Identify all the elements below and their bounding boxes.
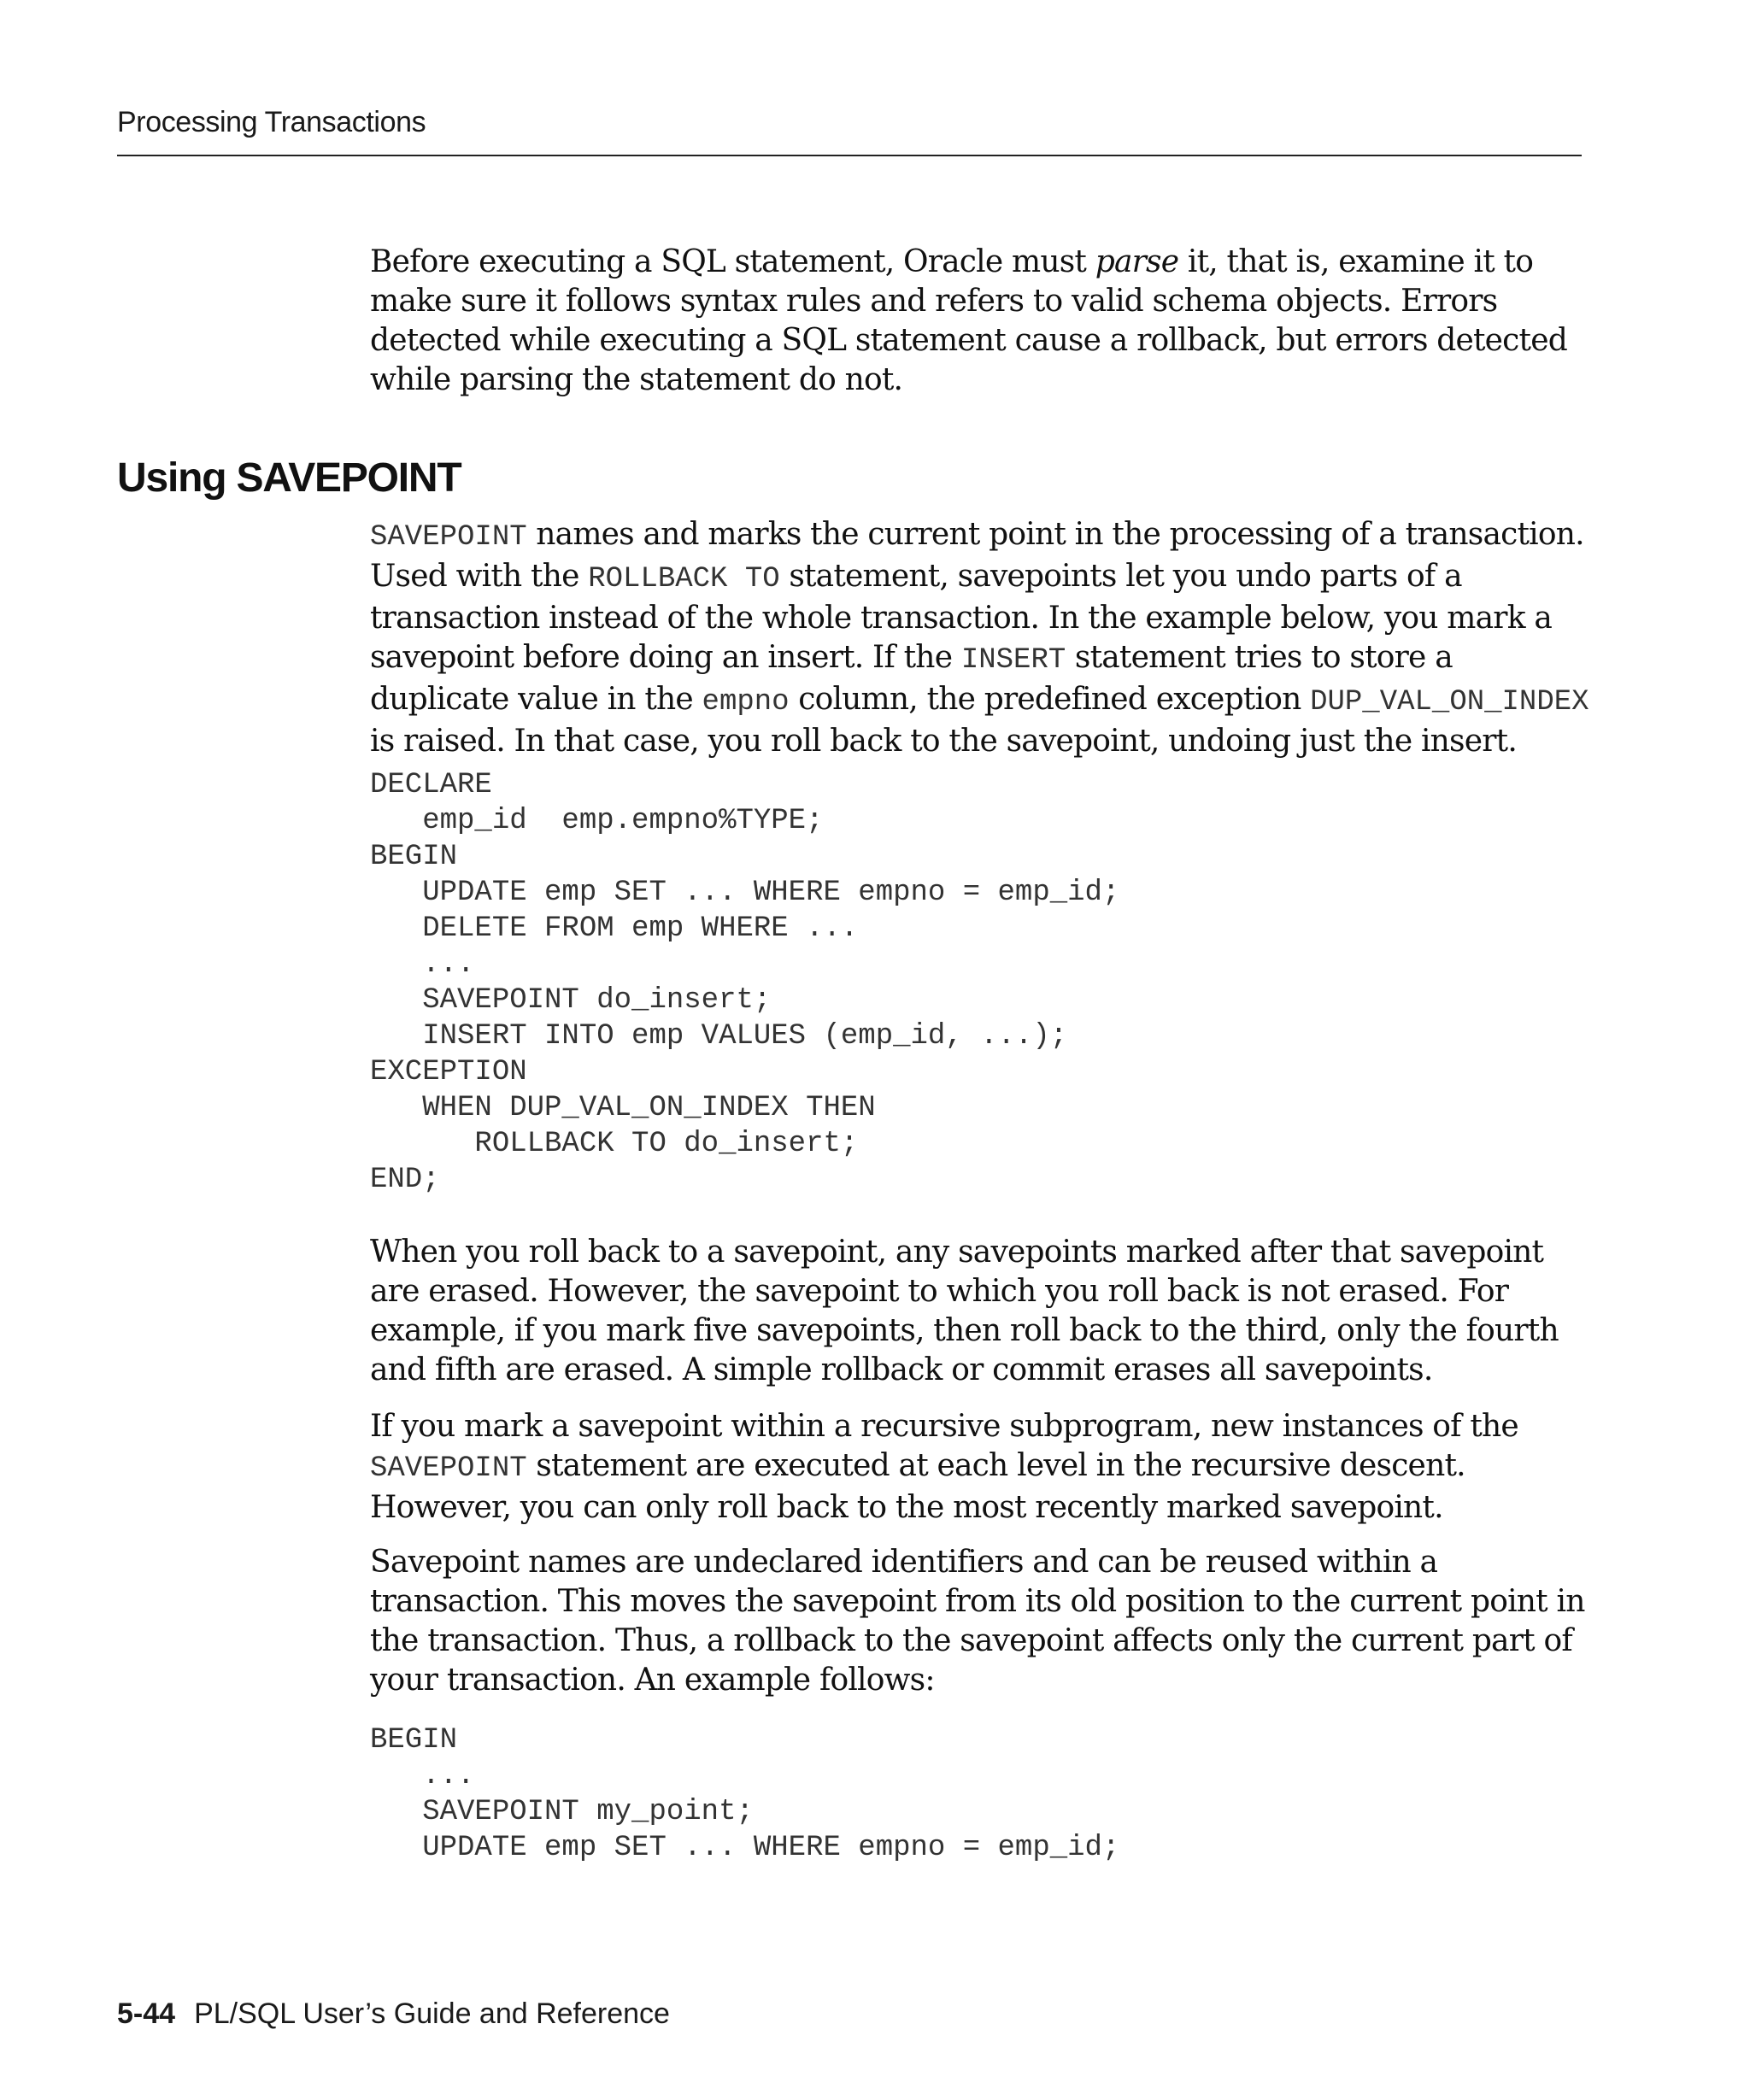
paragraph-text: statement tries to store a duplicate value in the (370, 640, 1453, 717)
paragraph-text: When you roll back to a savepoint, any savepoints marked after that savepoint are erased. However, the savepoint to which you roll back is not erased. For example, if you mark five savepoints, then roll back to the third, only the fourth and fifth are erased. A simple rollback or commit erases all savepoints. (370, 1235, 1559, 1387)
running-header: Processing Transactions (117, 106, 426, 138)
header-divider (117, 155, 1582, 156)
page-number: 5-44 (117, 1997, 176, 2030)
savepoint-paragraph-3 (370, 1407, 1592, 1528)
page-footer (117, 1997, 670, 2031)
paragraph-text: is raised. In that case, you roll back to the savepoint, undoing just the insert. (370, 724, 1517, 759)
paragraph-text: Savepoint names are undeclared identifiers and can be reused within a transaction. This moves the savepoint from its old position to the current point in the transaction. Thus, a rollback to the savepoint affects only the current part of your transaction. An example follows: (370, 1545, 1585, 1698)
intro-text-2: it, that is, examine it to make sure it follows syntax rules and refers to valid schema objects. Errors detected while executing a SQL statement cause a rollback, but errors detected while parsing the statement do not. (370, 244, 1567, 397)
paragraph-text: If you mark a savepoint within a recursive subprogram, new instances of the (370, 1409, 1518, 1444)
paragraph-text: names and marks the current point in the processing of a transaction. Used with the (370, 517, 1584, 594)
code-term: INSERT (960, 644, 1066, 677)
book-title: PL/SQL User’s Guide and Reference (194, 1997, 670, 2030)
savepoint-paragraph-2 (370, 1233, 1592, 1390)
intro-text-1: Before executing a SQL statement, Oracle must (370, 244, 1095, 279)
code-example-2: BEGIN ... SAVEPOINT my_point; UPDATE emp SET ... WHERE empno = emp_id; (370, 1724, 1120, 1864)
savepoint-paragraph-1 (370, 515, 1592, 761)
paragraph-text: statement are executed at each level in the recursive descent. However, you can only roll back to the most recently marked savepoint. (370, 1448, 1465, 1525)
intro-emphasis: parse (1095, 244, 1179, 279)
paragraph-text: statement, savepoints let you undo parts of a transaction instead of the whole transaction. In the example below, you mark a savepoint before doing an insert. If the (370, 559, 1553, 675)
code-term: ROLLBACK TO (588, 563, 780, 595)
code-term: SAVEPOINT (370, 1452, 527, 1485)
code-term: SAVEPOINT (370, 521, 527, 554)
intro-paragraph (370, 243, 1592, 400)
savepoint-paragraph-4 (370, 1543, 1592, 1700)
code-term: DUP_VAL_ON_INDEX (1310, 686, 1589, 719)
code-term: empno (702, 686, 790, 719)
section-heading: Using SAVEPOINT (117, 455, 461, 501)
paragraph-text: column, the predefined exception (789, 682, 1311, 717)
code-example-1: DECLARE emp_id emp.empno%TYPE; BEGIN UPDATE emp SET ... WHERE empno = emp_id; DELETE FROM emp WHERE ... ... SAVEPOINT do_insert; INSERT INTO emp VALUES (emp_id, ...); EXCEPTION WHEN DUP_VAL_ON_INDEX THEN ROLLBACK TO do_insert; END; (370, 769, 1120, 1196)
